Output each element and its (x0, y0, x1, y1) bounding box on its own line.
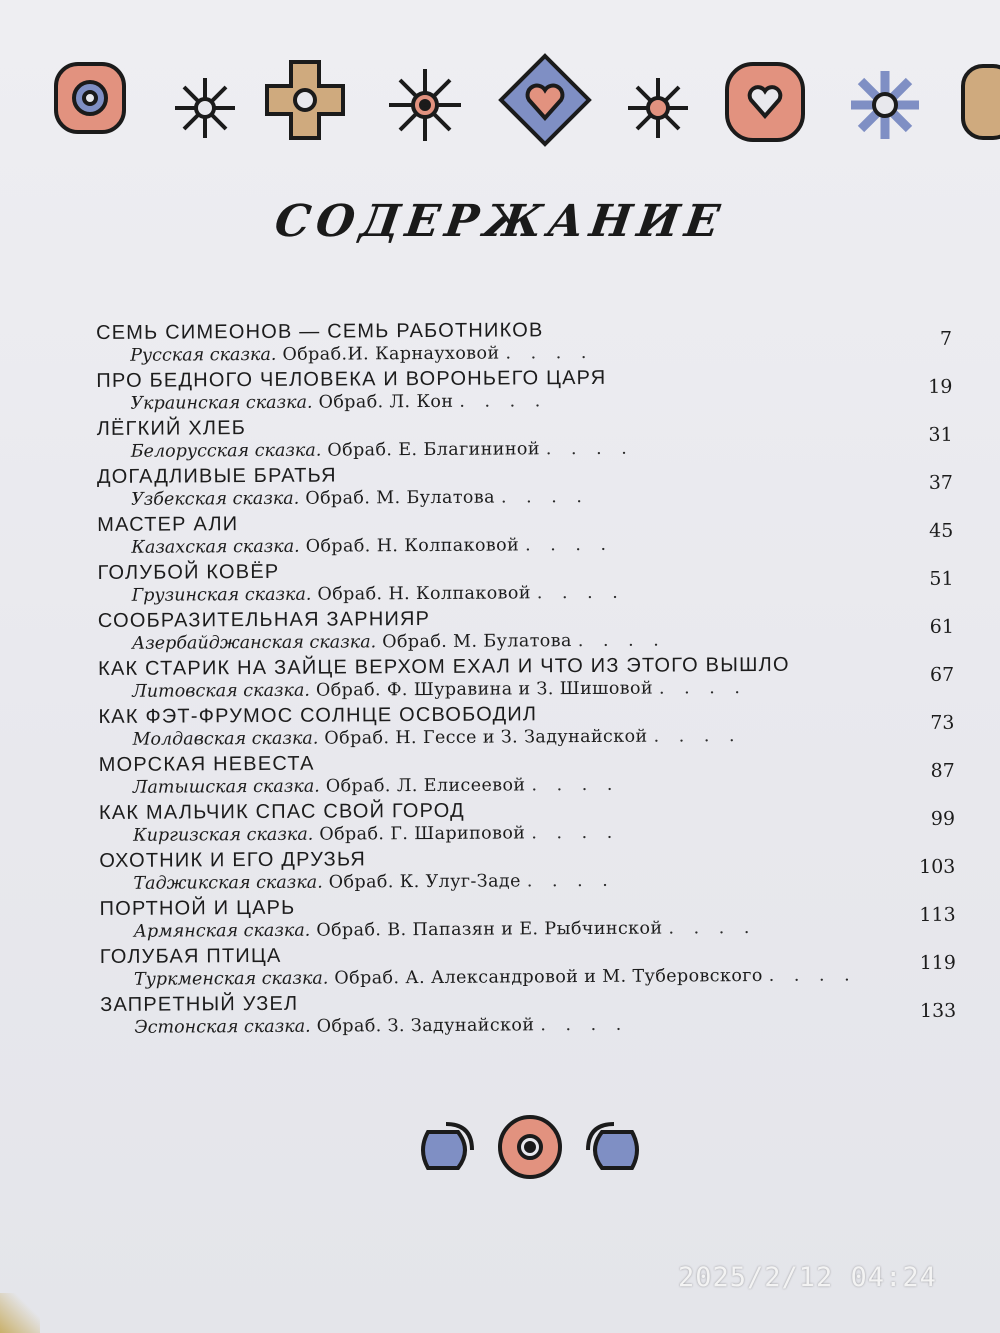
toc-entry (98, 701, 968, 754)
toc-entry (100, 893, 970, 946)
page-number: 87 (930, 759, 955, 782)
story-title: ОХОТНИК И ЕГО ДРУЗЬЯ (99, 848, 367, 872)
page-number: 19 (928, 375, 953, 398)
story-origin: Литовская сказка. (132, 680, 311, 702)
story-adapter: Обраб. А. Александровой и М. Туберовского (334, 965, 763, 989)
dot-leader: . . . . (531, 774, 620, 796)
dot-leader: . . . . (525, 534, 614, 556)
toc-entry (99, 749, 969, 802)
contents-heading: СОДЕРЖАНИЕ (271, 196, 729, 247)
story-attribution (132, 678, 747, 702)
story-title: ГОЛУБОЙ КОВЁР (97, 560, 280, 584)
page-number: 61 (929, 615, 954, 638)
cross-ornament-icon (267, 62, 343, 138)
top-ornament-border (40, 30, 1000, 180)
story-adapter: Обраб. Л. Елисеевой (325, 775, 526, 797)
story-attribution (130, 343, 593, 366)
dot-leader: . . . . (540, 1014, 629, 1036)
page-number: 99 (930, 807, 956, 830)
story-adapter: Обраб. Л. Кон (318, 391, 454, 413)
star-ornament-icon (628, 78, 688, 138)
dot-leader: . . . . (500, 486, 589, 508)
story-attribution (133, 775, 620, 798)
toc-entry (98, 653, 968, 706)
heart-ornament-icon (727, 64, 803, 140)
swirl-ornament-icon (423, 1124, 472, 1168)
story-title: ЛЁГКИЙ ХЛЕБ (96, 417, 247, 440)
story-title: СЕМЬ СИМЕОНОВ — СЕМЬ РАБОТНИКОВ (96, 319, 544, 344)
dot-leader: . . . . (505, 342, 594, 364)
snowflake-ornament-icon (851, 71, 919, 139)
story-origin: Киргизская сказка. (133, 824, 314, 846)
story-origin: Таджикская сказка. (133, 872, 323, 894)
diamond-ornament-icon (501, 56, 589, 144)
toc-entry (96, 365, 966, 418)
story-adapter: Обраб. К. Улуг-Заде (328, 871, 521, 893)
story-attribution (131, 439, 634, 462)
toc-entry (96, 317, 966, 370)
story-origin: Украинская сказка. (130, 392, 313, 414)
dot-leader: . . . . (526, 870, 615, 892)
partial-ornament-icon (963, 66, 1000, 138)
page-corner (0, 1293, 40, 1333)
toc-entry (99, 845, 969, 898)
story-adapter: Обраб. Ф. Шуравина и З. Шишовой (315, 678, 654, 701)
story-origin: Армянская сказка. (133, 920, 311, 942)
story-adapter: Обраб. М. Булатова (382, 631, 572, 653)
story-attribution (131, 487, 589, 510)
story-title: ЗАПРЕТНЫЙ УЗЕЛ (100, 992, 299, 1016)
story-attribution (131, 535, 613, 558)
page-number: 45 (929, 519, 954, 542)
page-number: 113 (919, 903, 956, 926)
dot-leader: . . . . (536, 582, 625, 604)
page-number: 119 (919, 951, 956, 974)
story-attribution (132, 631, 666, 654)
page-number: 7 (939, 327, 953, 350)
story-adapter: Обраб. Г. Шариповой (319, 823, 526, 845)
story-origin: Русская сказка. (130, 344, 277, 366)
flower-ornament-icon (56, 64, 124, 132)
dot-leader: . . . . (577, 630, 666, 652)
story-origin: Азербайджанская сказка. (131, 632, 377, 654)
story-attribution (130, 391, 547, 414)
story-attribution (134, 965, 857, 989)
swirl-ornament-icon (588, 1124, 637, 1168)
page-number: 133 (919, 999, 957, 1022)
page-number: 51 (929, 567, 954, 590)
story-title: КАК ФЭТ-ФРУМОС СОЛНЦЕ ОСВОБОДИЛ (98, 703, 538, 728)
story-title: ГОЛУБАЯ ПТИЦА (99, 944, 282, 968)
dot-leader: . . . . (531, 822, 620, 844)
story-attribution (133, 823, 619, 846)
dot-leader: . . . . (658, 678, 748, 699)
story-origin: Молдавская сказка. (132, 728, 319, 750)
story-origin: Туркменская сказка. (133, 968, 329, 990)
story-adapter: Обраб. В. Папазян и Е. Рыбчинской (316, 918, 663, 941)
star-ornament-icon (175, 78, 235, 138)
dot-leader: . . . . (668, 917, 757, 939)
story-title: МАСТЕР АЛИ (97, 513, 239, 536)
story-title: МОРСКАЯ НЕВЕСТА (98, 752, 315, 776)
page-number: 103 (919, 855, 956, 878)
toc-entry (97, 413, 967, 466)
story-attribution (134, 1015, 628, 1038)
page-number: 67 (929, 663, 955, 686)
story-attribution (132, 726, 741, 750)
toc-entry (100, 989, 970, 1042)
dot-leader: . . . . (545, 438, 634, 460)
story-origin: Белорусская сказка. (130, 440, 322, 462)
toc-entry (99, 797, 969, 850)
toc-entry (97, 509, 967, 562)
story-adapter: Обраб. Н. Колпаковой (317, 583, 531, 605)
page-number: 31 (928, 423, 953, 446)
dot-leader: . . . . (768, 965, 857, 986)
story-adapter: Обраб. Е. Благининой (327, 439, 540, 461)
story-origin: Латышская сказка. (132, 776, 320, 798)
story-adapter: Обраб. Н. Гессе и З. Задунайской (324, 726, 648, 749)
flower-ornament-icon (500, 1117, 560, 1177)
story-origin: Грузинская сказка. (131, 584, 312, 606)
story-title: КАК МАЛЬЧИК СПАС СВОЙ ГОРОД (98, 799, 465, 824)
story-adapter: Обраб. З. Задунайской (316, 1015, 535, 1037)
page-number: 37 (928, 471, 954, 494)
table-of-contents (96, 317, 970, 1042)
story-title: ДОГАДЛИВЫЕ БРАТЬЯ (96, 464, 337, 488)
story-title: СООБРАЗИТЕЛЬНАЯ ЗАРНИЯР (97, 607, 431, 632)
story-origin: Узбекская сказка. (131, 488, 300, 510)
toc-entry (100, 941, 970, 994)
bottom-ornament (410, 1105, 650, 1195)
story-adapter: Обраб. М. Булатова (305, 487, 495, 509)
toc-entry (98, 605, 968, 658)
story-attribution (133, 871, 614, 894)
dot-leader: . . . . (459, 391, 548, 412)
toc-entry (97, 557, 967, 610)
story-adapter: Обраб.И. Карнауховой (282, 343, 500, 365)
story-attribution (132, 583, 625, 606)
story-adapter: Обраб. Н. Колпаковой (305, 535, 520, 557)
story-title: ПРО БЕДНОГО ЧЕЛОВЕКА И ВОРОНЬЕГО ЦАРЯ (96, 366, 607, 392)
snowflake-ornament-icon (389, 69, 461, 141)
story-origin: Казахская сказка. (131, 536, 300, 558)
story-title: ПОРТНОЙ И ЦАРЬ (99, 896, 296, 920)
story-attribution (134, 918, 757, 942)
story-title: КАК СТАРИК НА ЗАЙЦЕ ВЕРХОМ ЕХАЛ И ЧТО ИЗ ЭТОГО ВЫШЛО (98, 653, 790, 680)
dot-leader: . . . . (653, 726, 742, 747)
photo-timestamp: 2025/2/12 04:24 (678, 1262, 937, 1293)
page-number: 73 (930, 711, 955, 734)
toc-entry (97, 461, 967, 514)
story-origin: Эстонская сказка. (134, 1016, 311, 1038)
